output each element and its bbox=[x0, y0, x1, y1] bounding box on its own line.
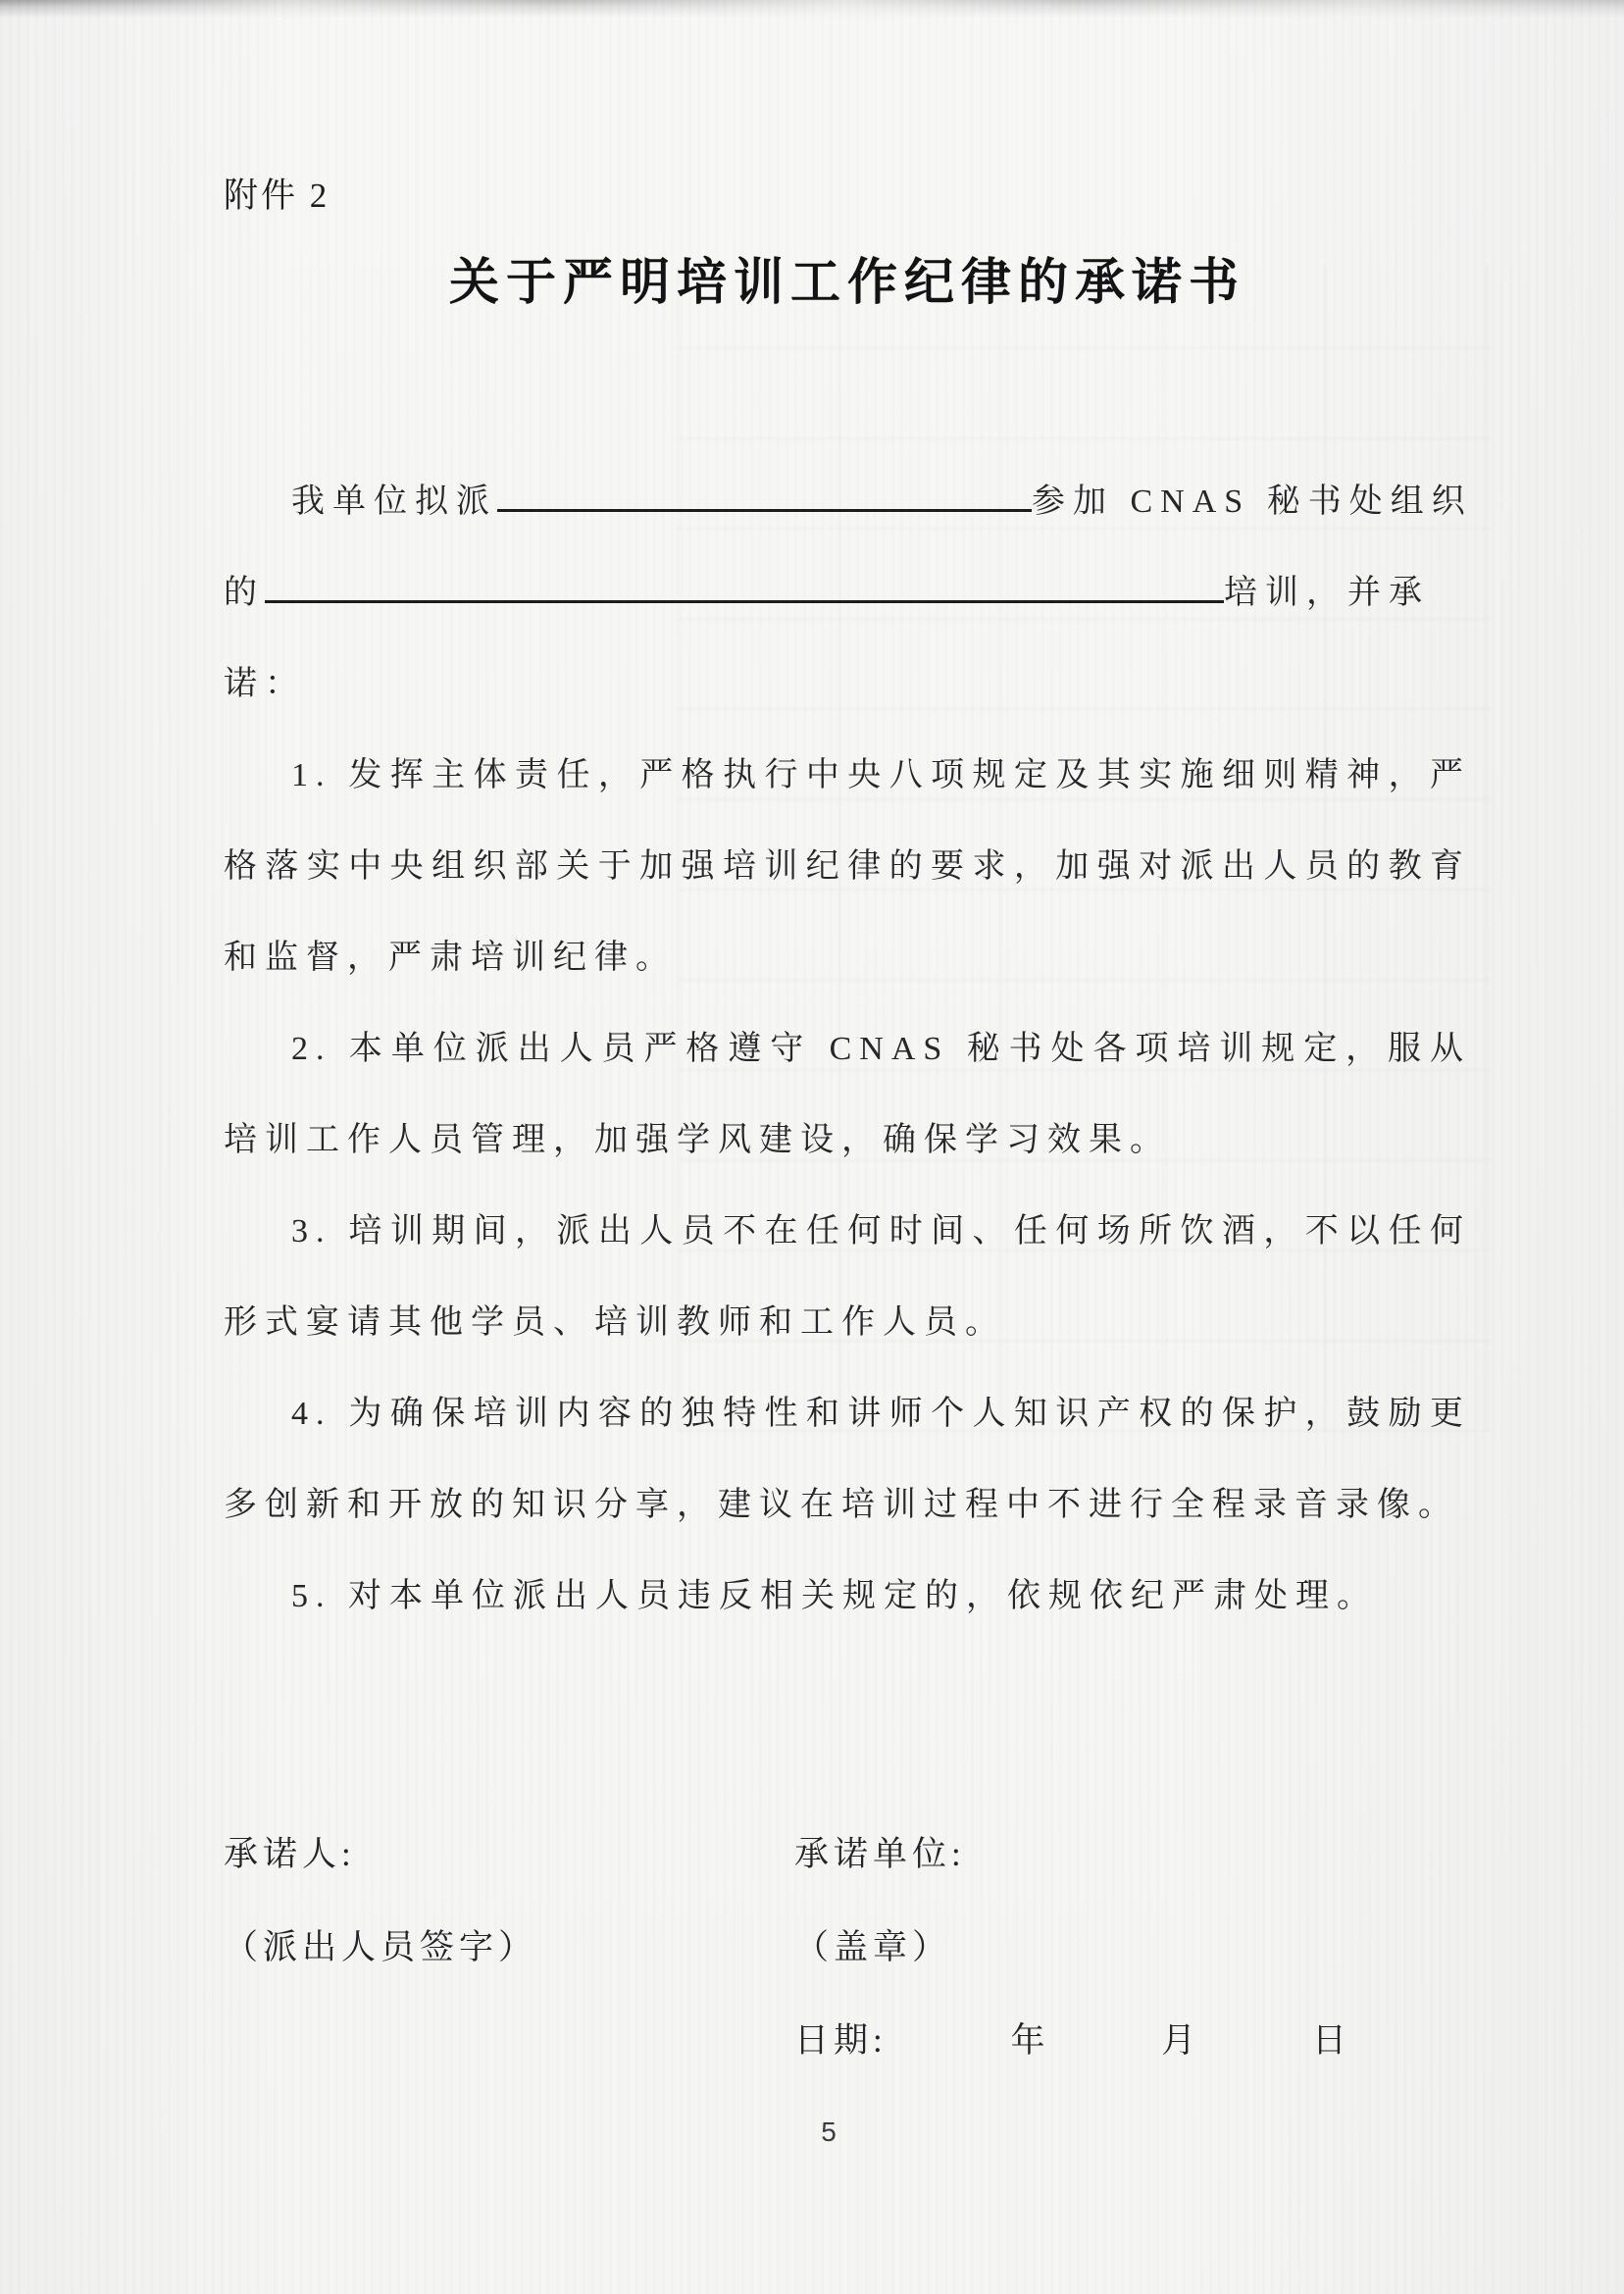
page-number: 5 bbox=[821, 2116, 837, 2147]
signature-row-labels bbox=[224, 1808, 1471, 1901]
unit-seal-note: （盖章） bbox=[794, 1928, 952, 1966]
clause-3: 3. 培训期间，派出人员不在任何时间、任何场所饮酒，不以任何形式宴请其他学员、培训教师和工作人员。 bbox=[224, 1213, 1471, 1341]
promisor-label: 承诺人: bbox=[224, 1835, 356, 1873]
clause-4: 4. 为确保培训内容的独特性和讲师个人知识产权的保护，鼓励更多创新和开放的知识分享，建议在培训过程中不进行全程录音录像。 bbox=[224, 1396, 1471, 1523]
blank-trainee-names-underline bbox=[497, 476, 1032, 512]
signature-row-notes bbox=[224, 1901, 1471, 1994]
date-day-label: 日 bbox=[1312, 2021, 1352, 2060]
date-label: 日期: bbox=[794, 2021, 888, 2060]
opening-line-1 bbox=[224, 456, 1471, 547]
opening-lead-text: 我单位拟派 bbox=[291, 484, 497, 520]
signature-row-date bbox=[224, 1994, 1471, 2087]
signature-block bbox=[224, 1808, 1471, 2087]
date-line bbox=[794, 1994, 1471, 2087]
opening-line-2 bbox=[224, 547, 1471, 638]
document-title: 关于严明培训工作纪律的承诺书 bbox=[448, 256, 1245, 311]
promisor-sign-note: （派出人员签字） bbox=[224, 1928, 538, 1966]
clause-2: 2. 本单位派出人员严格遵守 CNAS 秘书处各项培训规定，服从培训工作人员管理，加强学风建设，确保学习效果。 bbox=[224, 1031, 1471, 1158]
clause-5: 5. 对本单位派出人员违反相关规定的，依规依纪严肃处理。 bbox=[291, 1578, 1378, 1614]
opening-line2-lead-text: 的 bbox=[224, 575, 265, 611]
opening-after-blank2-text: 培训，并承 bbox=[1224, 575, 1430, 611]
attachment-label: 附件 2 bbox=[224, 177, 330, 215]
date-row-spacer bbox=[224, 1994, 794, 2087]
clause-1: 1. 发挥主体责任，严格执行中央八项规定及其实施细则精神，严格落实中央组织部关于加强培训纪律的要求，加强对派出人员的教育和监督，严肃培训纪律。 bbox=[224, 757, 1471, 976]
blank-training-name-underline bbox=[265, 567, 1224, 603]
date-month-label: 月 bbox=[1161, 2021, 1201, 2060]
opening-line3-text: 诺： bbox=[224, 666, 306, 702]
opening-after-blank1-text: 参加 CNAS 秘书处组织 bbox=[1032, 484, 1473, 520]
date-year-label: 年 bbox=[1010, 2021, 1050, 2060]
document-body bbox=[224, 456, 1471, 1642]
opening-line-3 bbox=[224, 638, 1471, 730]
scan-edge-artifact bbox=[0, 0, 1624, 18]
promising-unit-label: 承诺单位: bbox=[794, 1835, 966, 1873]
